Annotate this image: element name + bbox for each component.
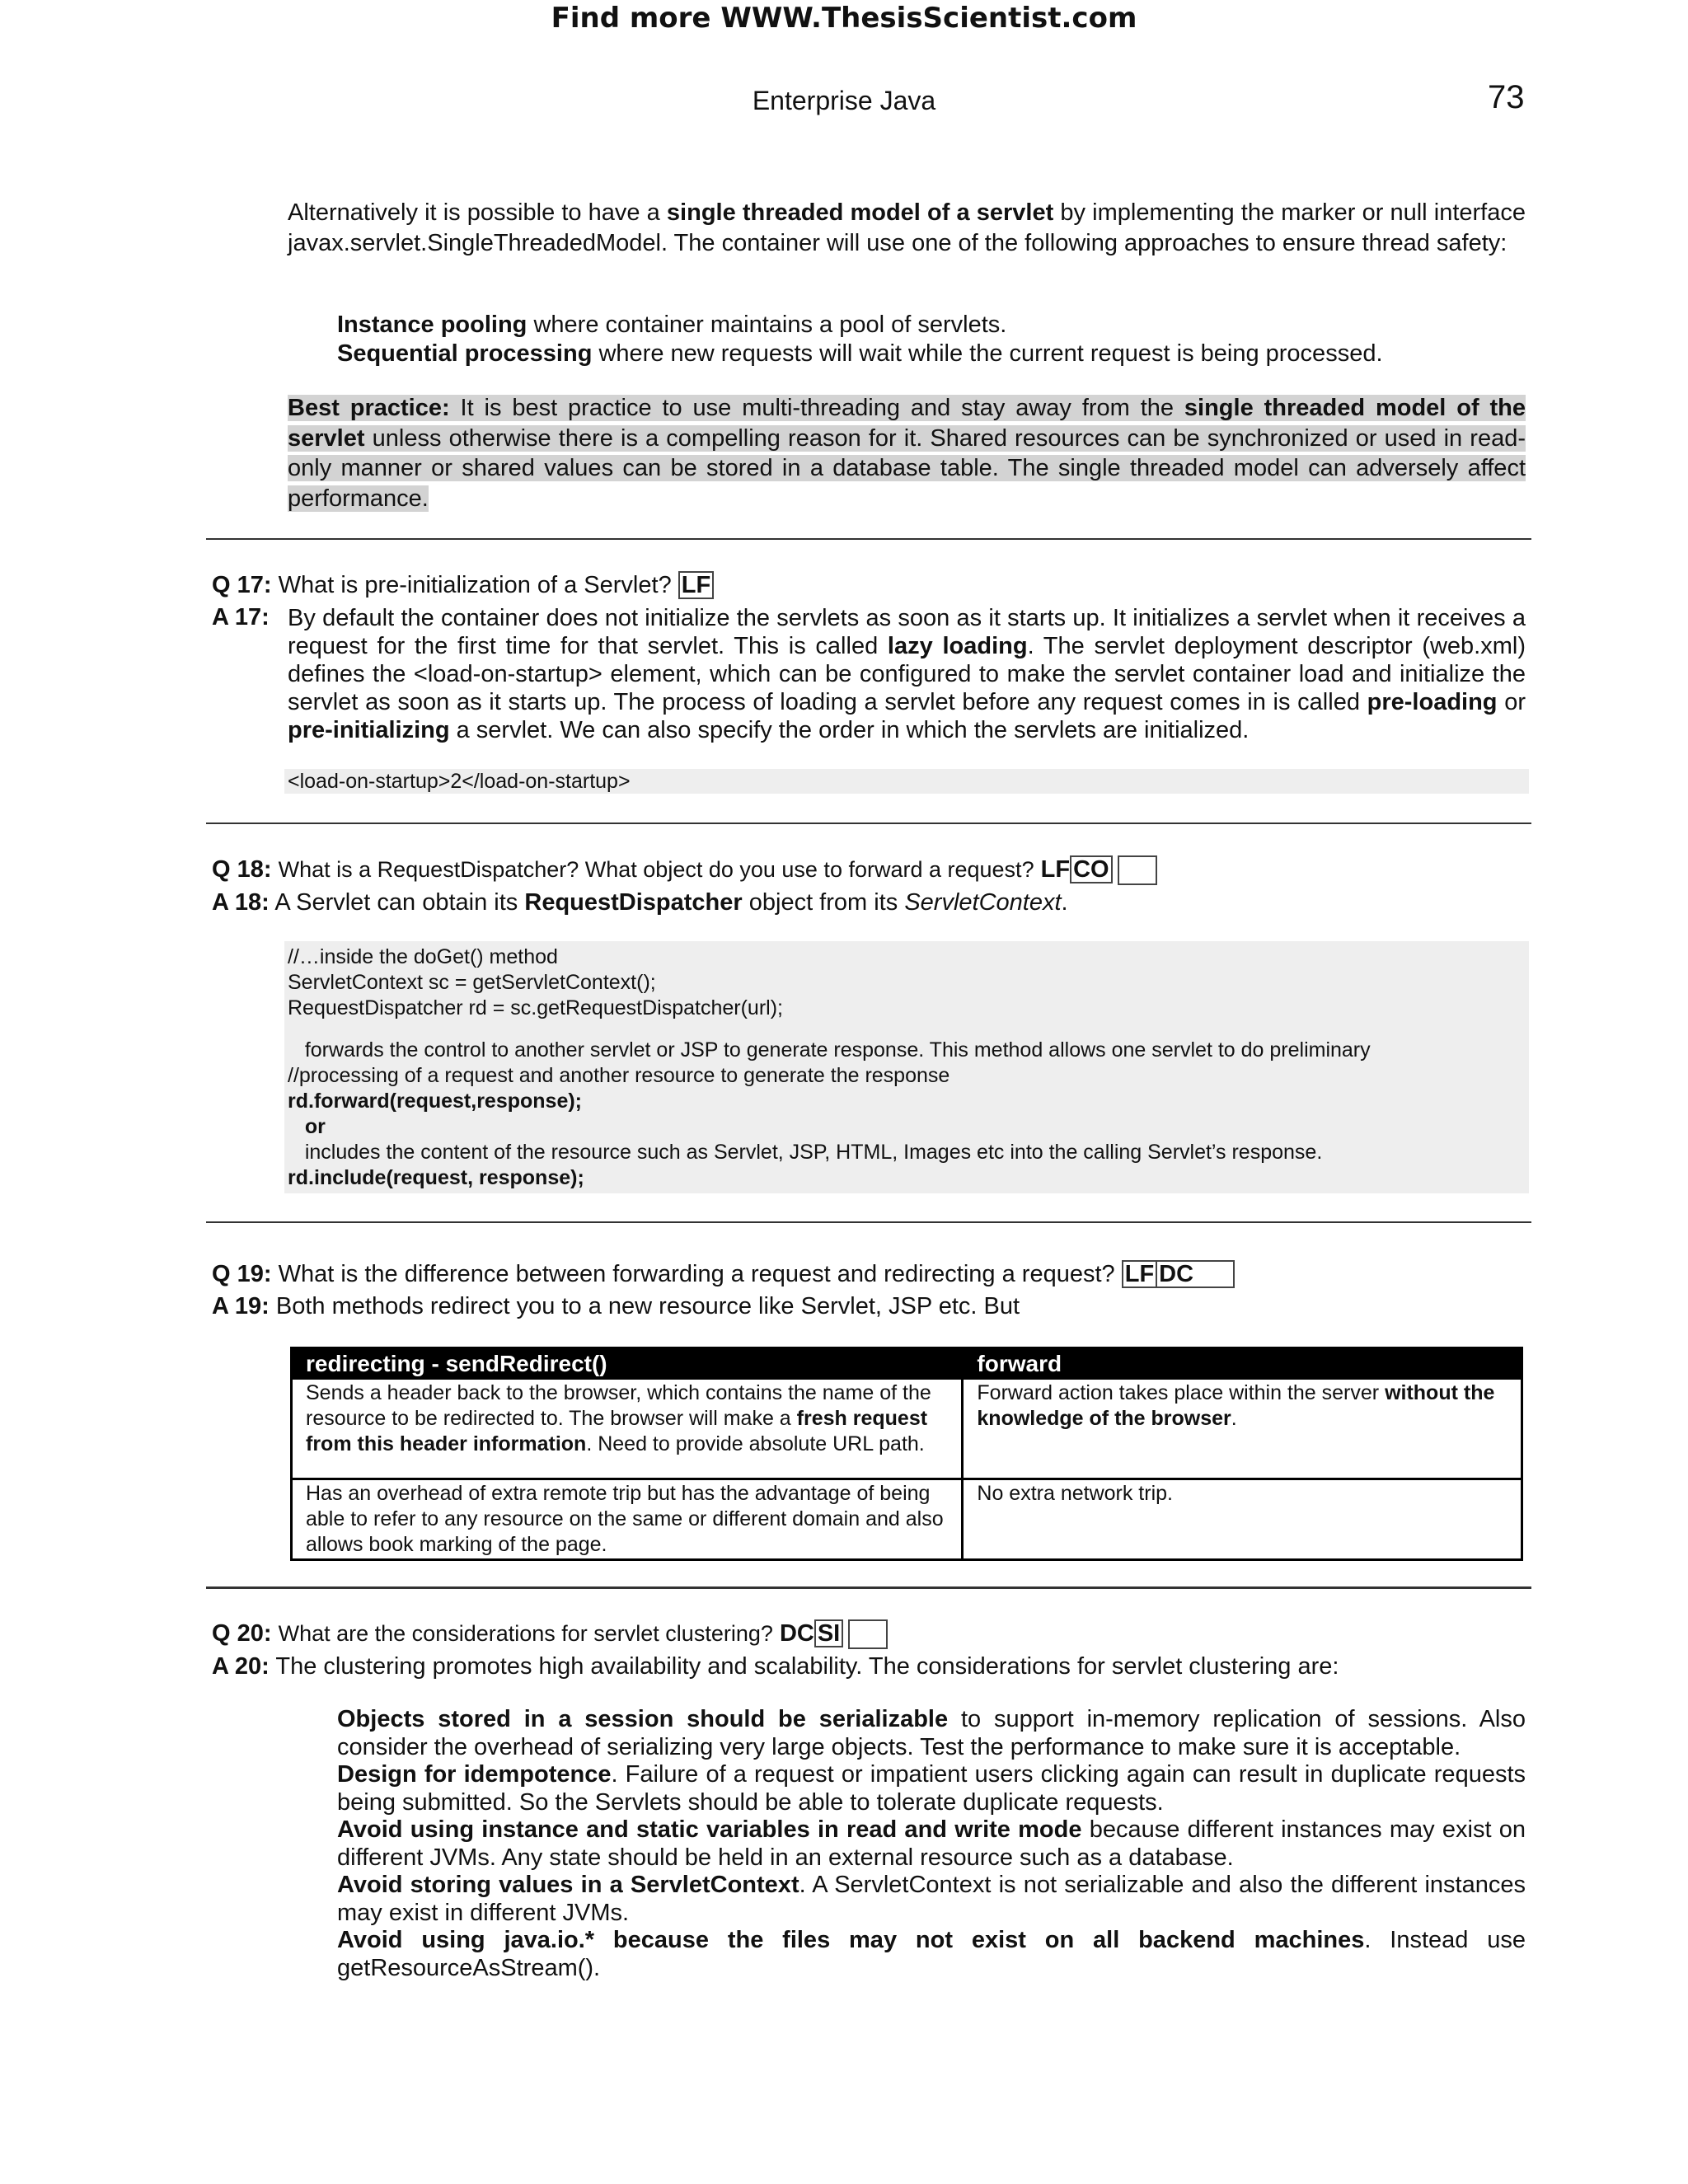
question-20: Q 20: What are the considerations for servlet clustering? DC SI xyxy=(212,1619,888,1649)
section-divider xyxy=(206,823,1531,824)
code-line: rd.forward(request,response); xyxy=(288,1090,583,1113)
code-line: includes the content of the resource such as Servlet, JSP, HTML, Images etc into the calling Servlet’s response. xyxy=(288,1141,1323,1164)
intro-paragraph: Alternatively it is possible to have a single threaded model of a servlet by implementing the marker or null interface javax.servlet.SingleThreadedModel. The container will use one of the following approaches to ensure thread safety: xyxy=(288,199,1526,256)
category-tag: LF xyxy=(1040,856,1071,883)
code-line: or xyxy=(288,1115,326,1138)
category-tag: LF xyxy=(678,571,714,599)
code-line: //processing of a request and another resource to generate the response xyxy=(288,1064,950,1087)
list-item: Avoid using instance and static variables in read and write mode because different instances may exist on different JVMs. Any state should be held in an external resource such as a database. xyxy=(337,1816,1526,1871)
section-divider xyxy=(206,1586,1531,1589)
section-divider xyxy=(206,1221,1531,1223)
answer-17-label: A 17: xyxy=(212,604,270,630)
code-line: <load-on-startup>2</load-on-startup> xyxy=(288,770,631,793)
question-19: Q 19: What is the difference between forwarding a request and redirecting a request? LF DC xyxy=(212,1259,1235,1289)
column-header: forward xyxy=(963,1348,1522,1379)
table-cell: Has an overhead of extra remote trip but has the advantage of being able to refer to any resource on the same or different domain and also allows book marking of the page. xyxy=(292,1479,963,1560)
answer-19: A 19: Both methods redirect you to a new resource like Servlet, JSP etc. But xyxy=(212,1293,1020,1319)
page-number: 73 xyxy=(1488,79,1525,115)
question-18: Q 18: What is a RequestDispatcher? What object do you use to forward a request? LF CO xyxy=(212,855,1157,885)
table-header-row xyxy=(292,1348,1522,1379)
empty-tag-box xyxy=(1118,855,1157,885)
answer-20: A 20: The clustering promotes high availability and scalability. The considerations for servlet clustering are: xyxy=(212,1653,1339,1680)
category-tag: DC xyxy=(779,1620,814,1647)
question-17: Q 17: What is pre-initialization of a Servlet? LF xyxy=(212,570,714,600)
category-tag: CO xyxy=(1070,855,1113,883)
running-header: Enterprise Java xyxy=(752,86,936,115)
column-header: redirecting - sendRedirect() xyxy=(292,1348,963,1379)
answer-17: By default the container does not initialize the servlets as soon as it starts up. It initializes a servlet when it receives a request for the first time for that servlet. This is called lazy loading. The servlet deployment descriptor (web.xml) defines the <load-on-startup> element, which can be configured to make the servlet container load and initialize the servlet as soon as it starts up. The process of loading a servlet before any request comes in is called pre-loading or pre-initializing a servlet. We can also specify the order in which the servlets are initialized. xyxy=(288,605,1526,743)
category-tag: LF DC xyxy=(1122,1260,1235,1288)
thread-safety-approaches xyxy=(337,311,1524,368)
list-item: Avoid storing values in a ServletContext. A ServletContext is not serializable and also the different instances may exist in different JVMs. xyxy=(337,1872,1526,1926)
category-tag: SI xyxy=(814,1619,843,1647)
section-divider xyxy=(206,538,1531,540)
code-line: forwards the control to another servlet or JSP to generate response. This method allows one servlet to do preliminary xyxy=(288,1038,1371,1062)
best-practice-note: Best practice: It is best practice to use multi-threading and stay away from the single threaded model of the servlet unless otherwise there is a compelling reason for it. Shared resources can be synchronized or used in read-only manner or shared values can be stored in a database table. The single threaded model can adversely affect performance. xyxy=(288,395,1526,512)
table-cell: Sends a header back to the browser, which contains the name of the resource to be redirected to. The browser will make a fresh request from this header information. Need to provide absolute URL path. xyxy=(292,1379,963,1479)
code-block xyxy=(284,769,1529,794)
list-item: Sequential processing where new requests will wait while the current request is being processed. xyxy=(337,340,1383,367)
clustering-considerations xyxy=(337,1706,1526,1982)
comparison-table xyxy=(290,1347,1523,1561)
site-banner: Find more WWW.ThesisScientist.com xyxy=(551,2,1137,35)
answer-18: A 18: A Servlet can obtain its RequestDispatcher object from its ServletContext. xyxy=(212,889,1068,916)
list-item: Avoid using java.io.* because the files may not exist on all backend machines. Instead use getResourceAsStream(). xyxy=(337,1927,1526,1981)
empty-tag-box xyxy=(848,1619,888,1649)
code-block xyxy=(284,941,1529,1193)
list-item: Instance pooling where container maintains a pool of servlets. xyxy=(337,312,1007,338)
list-item: Objects stored in a session should be serializable to support in-memory replication of sessions. Also consider the overhead of serializing very large objects. Test the performance to make sure it is acceptable. xyxy=(337,1706,1526,1760)
code-line: ServletContext sc = getServletContext(); xyxy=(288,971,656,994)
code-line: RequestDispatcher rd = sc.getRequestDispatcher(url); xyxy=(288,996,783,1019)
code-line: //…inside the doGet() method xyxy=(288,945,558,968)
table-cell: No extra network trip. xyxy=(963,1479,1522,1560)
table-row xyxy=(292,1379,1522,1479)
list-item: Design for idempotence. Failure of a request or impatient users clicking again can result in duplicate requests being submitted. So the Servlets should be able to tolerate duplicate requests. xyxy=(337,1761,1526,1816)
table-row xyxy=(292,1479,1522,1560)
code-line: rd.include(request, response); xyxy=(288,1166,584,1189)
table-cell: Forward action takes place within the server without the knowledge of the browser. xyxy=(963,1379,1522,1479)
